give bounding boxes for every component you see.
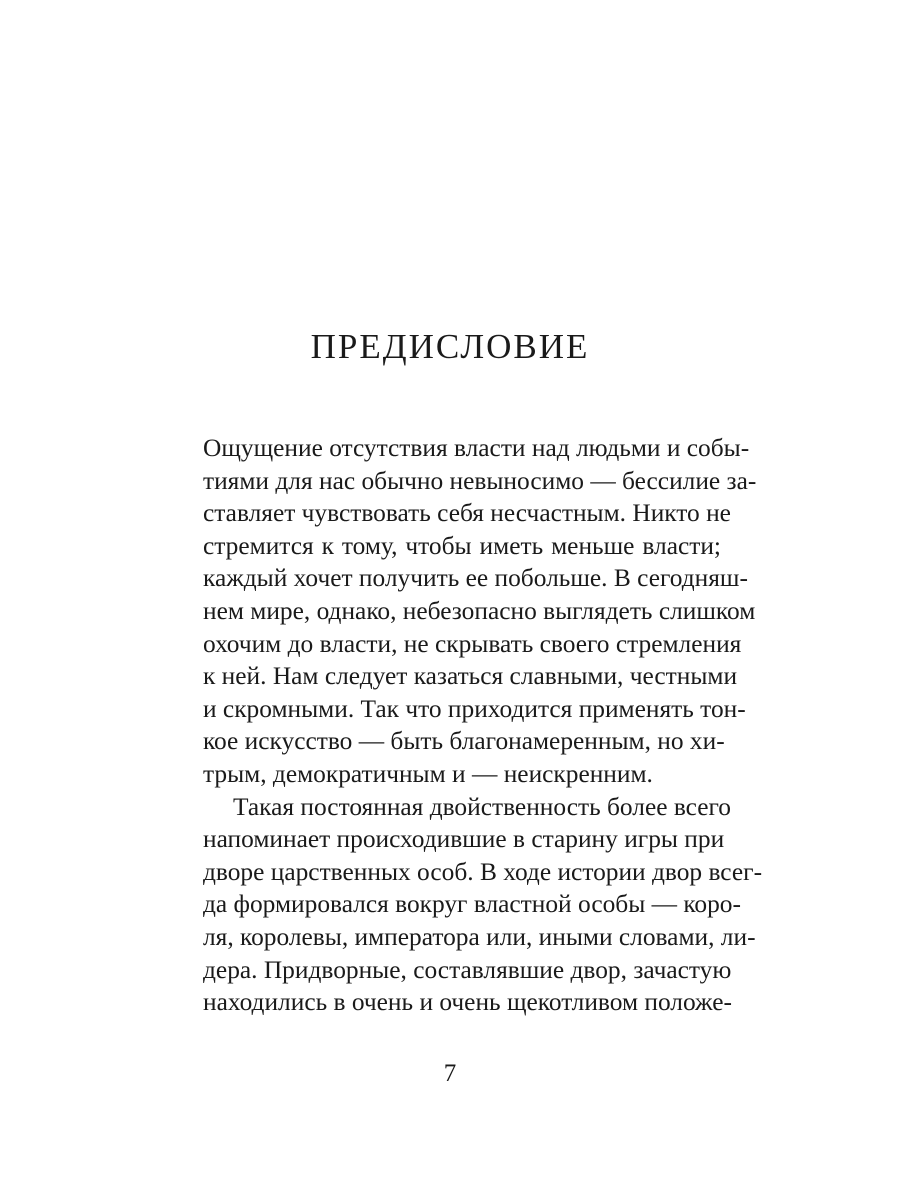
text-line: трым, демократичным и — неискренним. <box>203 759 653 788</box>
text-line: Такая постоянная двойственность более всего <box>233 792 731 821</box>
text-line: нем мире, однако, небезопасно выглядеть слишком <box>203 596 756 625</box>
chapter-title: ПРЕДИСЛОВИЕ <box>310 327 590 366</box>
text-line: тиями для нас обычно невыносимо — бессилие за- <box>203 466 757 495</box>
text-line: ля, королевы, императора или, иными словами, ли- <box>203 922 756 951</box>
body-text <box>203 432 763 1019</box>
page-number: 7 <box>443 1060 457 1087</box>
text-line: ставляет чувствовать себя несчастным. Никто не <box>203 499 731 528</box>
paragraph-2 <box>203 791 763 1019</box>
text-line: и скромными. Так что приходится применять тон- <box>203 694 746 723</box>
text-line: охочим до власти, не скрывать своего стремления <box>203 629 742 658</box>
text-line: стремится к тому, чтобы иметь меньше власти; <box>203 531 721 560</box>
text-line: кое искусство — быть благонамеренным, но хи- <box>203 727 725 756</box>
text-line: к ней. Нам следует казаться славными, честными <box>203 662 738 691</box>
text-line: дера. Придворные, составлявшие двор, зачастую <box>203 955 732 984</box>
text-line: Ощущение отсутствия власти над людьми и собы- <box>203 434 750 462</box>
text-line: каждый хочет получить ее побольше. В сегодняш- <box>203 564 748 593</box>
text-line: находились в очень и очень щекотливом положе- <box>203 988 732 1017</box>
text-line: напоминает происходившие в старину игры при <box>203 825 725 854</box>
paragraph-1 <box>203 432 757 791</box>
text-line: дворе царственных особ. В ходе истории двор всег- <box>203 857 763 886</box>
text-line: да формировался вокруг властной особы — коро- <box>203 890 741 919</box>
